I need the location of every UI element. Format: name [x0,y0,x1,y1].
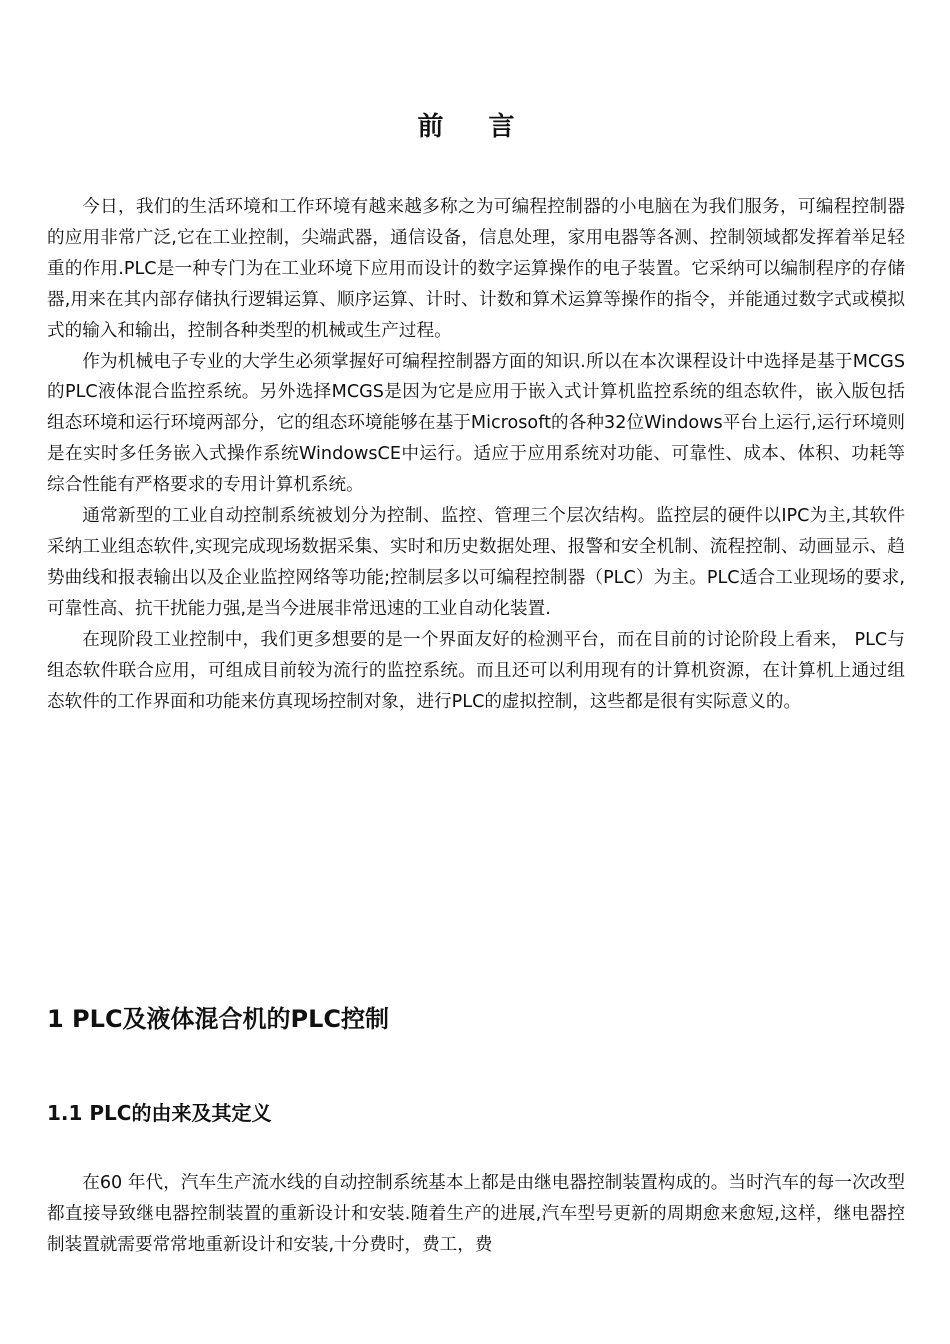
preface-paragraph-2: 作为机械电子专业的大学生必须掌握好可编程控制器方面的知识.所以在本次课程设计中选择是基于MCGS的PLC液体混合监控系统。另外选择MCGS是因为它是应用于嵌入式计算机监控系统的组态软件，嵌入版包括组态环境和运行环境两部分，它的组态环境能够在基于Microsoft的各种32位Windows平台上运行,运行环境则是在实时多任务嵌入式操作系统WindowsCE中运行。适应于应用系统对功能、可靠性、成本、体积、功耗等综合性能有严格要求的专用计算机系统。 [47,351,905,496]
preface-paragraph-4: 在现阶段工业控制中，我们更多想要的是一个界面友好的检测平台，而在目前的讨论阶段上看来， PLC与组态软件联合应用，可组成目前较为流行的监控系统。而且还可以利用现有的计算机资源，在计算机上通过组态软件的工作界面和功能来仿真现场控制对象，进行PLC的虚拟控制，这些都是很有实际意义的。 [47,629,905,712]
page-title: 前 言 [417,112,533,142]
preface-paragraph-3: 通常新型的工业自动控制系统被划分为控制、监控、管理三个层次结构。监控层的硬件以IPC为主,其软件采纳工业组态软件,实现完成现场数据采集、实时和历史数据处理、报警和安全机制、流程控制、动画显示、趋势曲线和报表输出以及企业监控网络等功能;控制层多以可编程控制器（PLC）为主。PLC适合工业现场的要求,可靠性高、抗干扰能力强,是当今进展非常迅速的工业自动化装置. [47,506,905,619]
subsection-body [47,1168,905,1261]
preface-body [47,192,905,717]
section-heading: 1 PLC及液体混合机的PLC控制 [47,1005,390,1033]
preface-paragraph-1: 今日，我们的生活环境和工作环境有越来越多称之为可编程控制器的小电脑在为我们服务，可编程控制器的应用非常广泛,它在工业控制，尖端武器，通信设备，信息处理，家用电器等各测、控制领域都发挥着举足轻重的作用.PLC是一种专门为在工业环境下应用而设计的数字运算操作的电子装置。它采纳可以编制程序的存储器,用来在其内部存储执行逻辑运算、顺序运算、计时、计数和算术运算等操作的指令，并能通过数字式或模拟式的输入和输出，控制各种类型的机械或生产过程。 [47,197,905,341]
subsection-paragraph: 在60 年代，汽车生产流水线的自动控制系统基本上都是由继电器控制装置构成的。当时汽车的每一次改型都直接导致继电器控制装置的重新设计和安装.随着生产的进展,汽车型号更新的周期愈来愈短,这样，继电器控制装置就需要常常地重新设计和安装,十分费时，费工，费 [47,1173,905,1255]
subsection-heading: 1.1 PLC的由来及其定义 [47,1101,272,1125]
